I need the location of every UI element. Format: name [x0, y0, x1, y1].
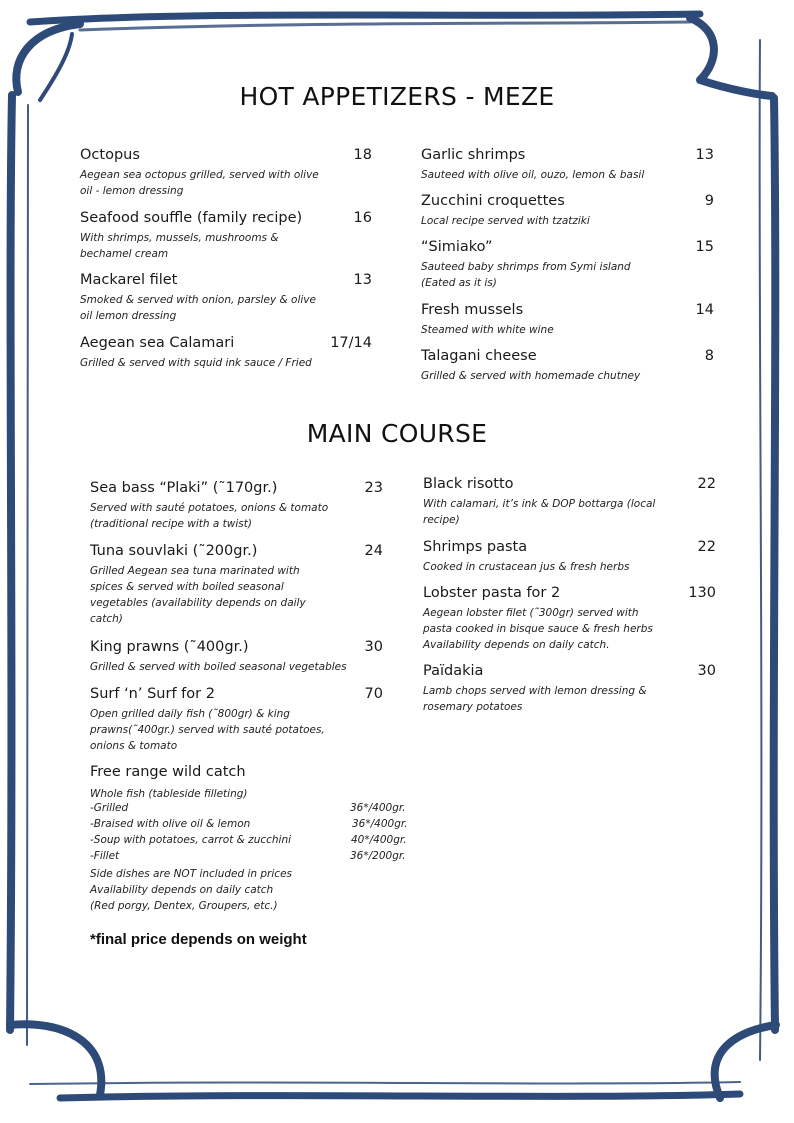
- menu-item-name: Fresh mussels: [421, 302, 524, 318]
- wild-catch-option-price: 36*/400gr.: [352, 818, 408, 830]
- description-line: onions & tomato: [90, 740, 178, 752]
- wild-catch-option-price: 36*/200gr.: [350, 850, 406, 862]
- menu-item-price: 14: [695, 302, 714, 318]
- menu-item: [421, 147, 714, 183]
- menu-item-description: [90, 706, 383, 754]
- wild-catch-option-price: 36*/400gr.: [350, 802, 406, 814]
- main-course-title: MAIN COURSE: [306, 419, 488, 448]
- menu-item-price: 17/14: [330, 335, 372, 351]
- menu-item-header: [421, 302, 714, 322]
- wild-catch-notes: [90, 866, 420, 914]
- menu-item: [90, 480, 383, 532]
- menu-item-header: [90, 480, 383, 500]
- wild-catch-item: [90, 764, 420, 914]
- menu-item-description: [80, 355, 372, 371]
- wild-catch-options: [90, 802, 420, 866]
- menu-item-description: [423, 559, 716, 575]
- menu-item-name: “Simiako”: [421, 239, 493, 255]
- wild-catch-option-label: -Grilled: [90, 802, 129, 814]
- menu-item-header: [90, 639, 383, 659]
- menu-item-header: [90, 686, 383, 706]
- description-line: With shrimps, mussels, mushrooms &: [80, 232, 279, 244]
- wild-catch-option: [90, 802, 420, 818]
- menu-item-description: [423, 496, 716, 528]
- description-line: prawns(˜400gr.) served with sauté potatoes,: [90, 724, 325, 736]
- description-line: Aegean sea octopus grilled, served with olive: [80, 169, 319, 181]
- wild-catch-option-label: -Fillet: [90, 850, 120, 862]
- wild-catch-note: (Red porgy, Dentex, Groupers, etc.): [90, 900, 278, 912]
- menu-item-description: [423, 605, 716, 653]
- menu-item: [421, 348, 714, 384]
- description-line: vegetables (availability depends on daily: [90, 597, 306, 609]
- menu-item-name: Mackarel filet: [80, 272, 178, 288]
- menu-item: [80, 147, 372, 199]
- menu-item: [421, 302, 714, 338]
- menu-item-price: 130: [688, 585, 716, 601]
- description-line: Aegean lobster filet (˜300gr) served with: [423, 607, 639, 619]
- menu-item-header: [423, 585, 716, 605]
- menu-item-price: 24: [364, 543, 383, 559]
- menu-item: [423, 663, 716, 715]
- menu-item-header: [80, 210, 372, 230]
- menu-item-description: [90, 659, 383, 675]
- description-line: With calamari, it’s ink & DOP bottarga (local: [423, 498, 656, 510]
- description-line: Steamed with white wine: [421, 324, 554, 336]
- description-line: (Eated as it is): [421, 277, 497, 289]
- menu-item-header: [90, 543, 383, 563]
- menu-item-name: Aegean sea Calamari: [80, 335, 235, 351]
- appetizers-title: HOT APPETIZERS - MEZE: [239, 82, 555, 111]
- description-line: Sauteed with olive oil, ouzo, lemon & basil: [421, 169, 645, 181]
- menu-item-price: 30: [364, 639, 383, 655]
- menu-item-price: 70: [364, 686, 383, 702]
- menu-item-description: [80, 167, 372, 199]
- menu-item-name: Tuna souvlaki (˜200gr.): [90, 543, 258, 559]
- wild-catch-option-price: 40*/400gr.: [351, 834, 407, 846]
- menu-item: [80, 335, 372, 371]
- menu-item: [423, 539, 716, 575]
- description-line: Cooked in crustacean jus & fresh herbs: [423, 561, 630, 573]
- menu-item-name: Black risotto: [423, 476, 514, 492]
- menu-item-name: Sea bass “Plaki” (˜170gr.): [90, 480, 278, 496]
- menu-item-price: 13: [353, 272, 372, 288]
- menu-item-description: [423, 683, 716, 715]
- menu-item: [421, 193, 714, 229]
- description-line: (traditional recipe with a twist): [90, 518, 252, 530]
- menu-item-price: 18: [353, 147, 372, 163]
- description-line: catch): [90, 613, 123, 625]
- menu-item-name: Lobster pasta for 2: [423, 585, 561, 601]
- wild-catch-note: Side dishes are NOT included in prices: [90, 868, 292, 880]
- menu-item: [90, 639, 383, 675]
- menu-item-header: [421, 193, 714, 213]
- description-line: Served with sauté potatoes, onions & tomato: [90, 502, 329, 514]
- menu-item: [90, 686, 383, 754]
- menu-item-header: [421, 239, 714, 259]
- menu-item-description: [421, 368, 714, 384]
- menu-item-price: 22: [697, 539, 716, 555]
- menu-item-price: 16: [353, 210, 372, 226]
- menu-item-price: 15: [695, 239, 714, 255]
- menu-item-header: [423, 663, 716, 683]
- description-line: Lamb chops served with lemon dressing &: [423, 685, 647, 697]
- wild-catch-option: [90, 818, 420, 834]
- menu-item-name: Octopus: [80, 147, 140, 163]
- menu-item-description: [90, 500, 383, 532]
- description-line: Grilled & served with boiled seasonal vegetables: [90, 661, 347, 673]
- wild-catch-option-label: -Braised with olive oil & lemon: [90, 818, 251, 830]
- description-line: Smoked & served with onion, parsley & olive: [80, 294, 316, 306]
- menu-item-price: 30: [697, 663, 716, 679]
- menu-item-header: [423, 476, 716, 496]
- menu-item-description: [421, 259, 714, 291]
- menu-item: [80, 210, 372, 262]
- menu-item-name: Garlic shrimps: [421, 147, 526, 163]
- menu-item-price: 8: [704, 348, 714, 364]
- menu-item-name: Seafood souffle (family recipe): [80, 210, 303, 226]
- menu-item-name: Talagani cheese: [421, 348, 537, 364]
- menu-item-description: [80, 292, 372, 324]
- description-line: Grilled Aegean sea tuna marinated with: [90, 565, 300, 577]
- menu-item-name: Zucchini croquettes: [421, 193, 565, 209]
- menu-item-price: 23: [364, 480, 383, 496]
- menu-item-description: [90, 563, 383, 627]
- menu-item-name: Shrimps pasta: [423, 539, 528, 555]
- menu-item-name: King prawns (˜400gr.): [90, 639, 249, 655]
- description-line: Sauteed baby shrimps from Symi island: [421, 261, 631, 273]
- wild-catch-note: Availability depends on daily catch: [90, 884, 274, 896]
- menu-item: [421, 239, 714, 291]
- description-line: Grilled & served with squid ink sauce / Fried: [80, 357, 312, 369]
- description-line: Local recipe served with tzatziki: [421, 215, 590, 227]
- price-footnote: *final price depends on weight: [90, 931, 307, 948]
- menu-item: [80, 272, 372, 324]
- menu-item-price: 13: [695, 147, 714, 163]
- menu-item-description: [80, 230, 372, 262]
- wild-catch-option-label: -Soup with potatoes, carrot & zucchini: [90, 834, 292, 846]
- wild-catch-option: [90, 850, 420, 866]
- wild-catch-option: [90, 834, 420, 850]
- menu-item-header: [421, 348, 714, 368]
- menu-item-name: Païdakia: [423, 663, 484, 679]
- menu-item-description: [421, 213, 714, 229]
- description-line: pasta cooked in bisque sauce & fresh herbs: [423, 623, 653, 635]
- menu-item-header: [80, 335, 372, 355]
- description-line: Availability depends on daily catch.: [423, 639, 610, 651]
- description-line: rosemary potatoes: [423, 701, 523, 713]
- menu-item-header: [80, 147, 372, 167]
- menu-item-header: [421, 147, 714, 167]
- menu-item-price: 9: [704, 193, 714, 209]
- description-line: oil lemon dressing: [80, 310, 177, 322]
- description-line: oil - lemon dressing: [80, 185, 184, 197]
- description-line: Open grilled daily fish (˜800gr) & king: [90, 708, 290, 720]
- description-line: bechamel cream: [80, 248, 169, 260]
- menu-item-header: [80, 272, 372, 292]
- menu-item-header: [423, 539, 716, 559]
- menu-item-description: [421, 322, 714, 338]
- description-line: Grilled & served with homemade chutney: [421, 370, 641, 382]
- menu-item-name: Surf ‘n’ Surf for 2: [90, 686, 215, 702]
- menu-item: [423, 585, 716, 653]
- menu-item-price: 22: [697, 476, 716, 492]
- menu-item: [423, 476, 716, 528]
- menu-item: [90, 543, 383, 627]
- description-line: recipe): [423, 514, 460, 526]
- description-line: spices & served with boiled seasonal: [90, 581, 284, 593]
- wild-catch-intro: Whole fish (tableside filleting): [90, 788, 248, 800]
- wild-catch-name: Free range wild catch: [90, 764, 246, 780]
- menu-item-description: [421, 167, 714, 183]
